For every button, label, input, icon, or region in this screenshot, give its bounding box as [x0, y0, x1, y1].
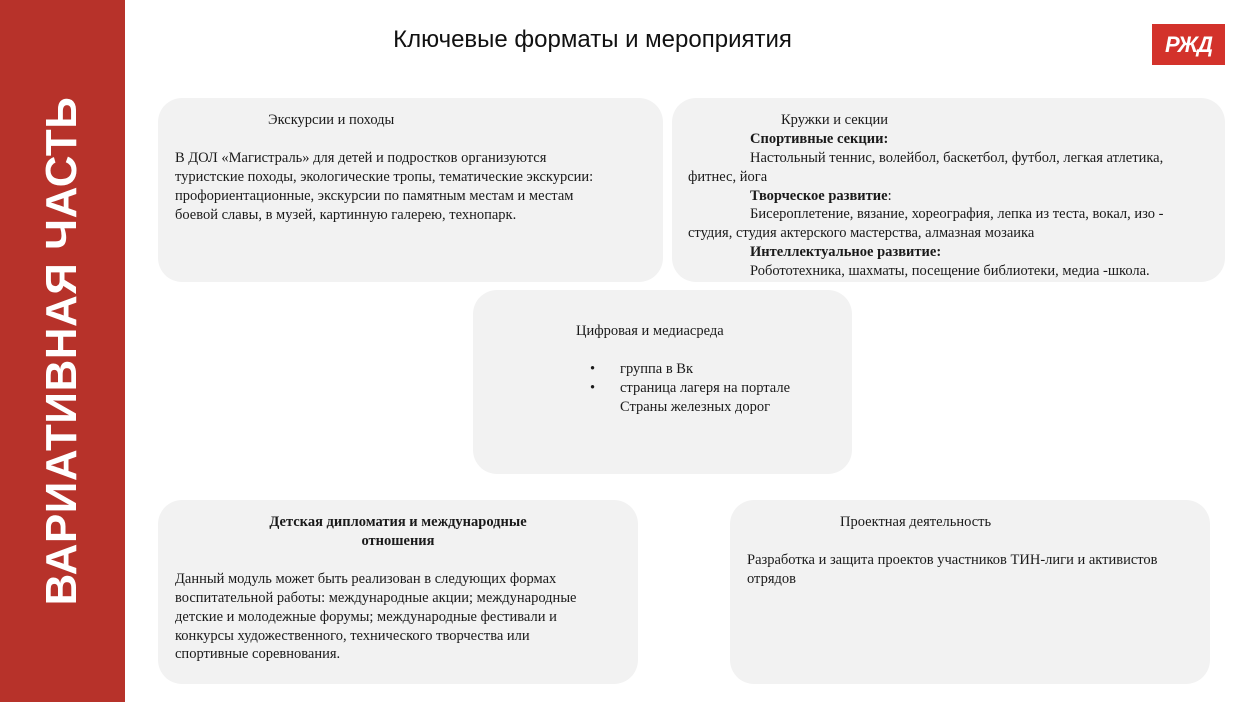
creative-colon: : [887, 187, 892, 204]
card-excursions [158, 98, 663, 282]
list-item [590, 360, 790, 379]
page-title: Ключевые форматы и мероприятия [393, 26, 792, 53]
card-projects [730, 500, 1210, 684]
card-digital-heading: Цифровая и медиасреда [576, 323, 724, 339]
text-line: отрядов [747, 570, 796, 587]
list-item-text: группа в Вк [620, 361, 694, 377]
text-line: В ДОЛ «Магистраль» для детей и подростков организуются [175, 150, 547, 166]
card-projects-heading: Проектная деятельность [840, 514, 992, 530]
card-clubs-heading: Кружки и секции [781, 112, 888, 128]
text-line: Настольный теннис, волейбол, баскетбол, футбол, легкая атлетика, [750, 149, 1164, 166]
text-line: конкурсы художественного, технического творчества или [175, 627, 530, 644]
digital-list [590, 360, 790, 417]
card-digital [473, 290, 852, 474]
heading-line: Детская дипломатия и международные [269, 514, 527, 530]
text-line: воспитательной работы: международные акции; международные [175, 589, 577, 606]
sidebar-banner [0, 0, 125, 702]
card-excursions-body [175, 149, 593, 224]
text-line: туристские походы, экологические тропы, тематические экскурсии: [175, 168, 594, 185]
bullet-icon: • [590, 361, 596, 377]
card-digital-body [590, 360, 790, 417]
list-item-text: Страны железных дорог [620, 398, 771, 415]
bullet-icon: • [590, 379, 596, 396]
list-item-text: страница лагеря на портале [620, 379, 791, 396]
text-line: спортивные соревнования. [175, 646, 341, 663]
card-diplomacy-heading [158, 513, 638, 551]
text-line: Данный модуль может быть реализован в следующих формах [175, 571, 557, 587]
text-line: Робототехника, шахматы, посещение библиотеки, медиа -школа. [750, 262, 1150, 279]
heading-line: отношения [361, 532, 435, 549]
card-clubs [672, 98, 1225, 282]
text-line: детские и молодежные форумы; международные фестивали и [175, 608, 557, 625]
card-projects-body [747, 551, 1158, 589]
text-line: профориентационные, экскурсии по памятным местам и местам [175, 187, 574, 204]
intellect-label: Интеллектуальное развитие: [750, 244, 942, 261]
sidebar-title: ВАРИАТИВНАЯ ЧАСТЬ [37, 96, 86, 606]
creative-label: Творческое развитие [750, 187, 888, 204]
card-excursions-heading: Экскурсии и походы [268, 112, 395, 128]
creative-label-row [688, 187, 1218, 206]
text-line: Бисероплетение, вязание, хореография, лепка из теста, вокал, изо - [750, 206, 1164, 223]
card-diplomacy-body [175, 570, 577, 664]
text-line: боевой славы, в музей, картинную галерею, технопарк. [175, 206, 517, 223]
text-line: фитнес, йога [688, 168, 768, 185]
sport-label: Спортивные секции: [750, 131, 889, 147]
text-line: Разработка и защита проектов участников ТИН-лиги и активистов [747, 552, 1158, 568]
card-diplomacy [158, 500, 638, 684]
list-item [590, 379, 790, 417]
card-clubs-body [688, 130, 1218, 281]
rzd-logo-text: РЖД [1164, 31, 1213, 57]
text-line: студия, студия актерского мастерства, алмазная мозаика [688, 225, 1035, 242]
rzd-logo [1152, 24, 1225, 65]
